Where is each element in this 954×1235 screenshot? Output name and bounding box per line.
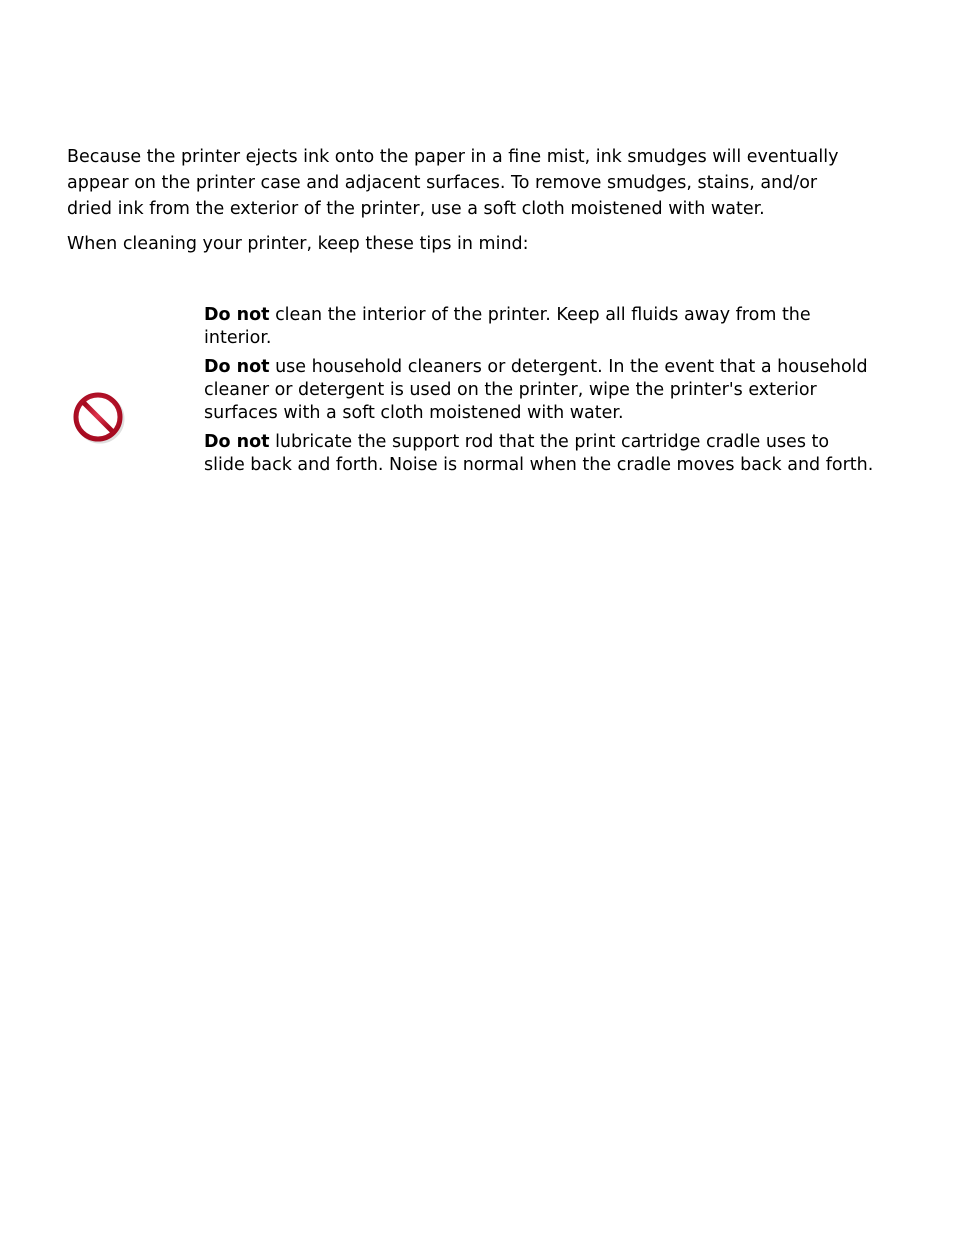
tips-section bbox=[67, 304, 877, 504]
prohibited-icon-graphic bbox=[71, 390, 127, 446]
tip-bold-label: Do not bbox=[204, 357, 270, 377]
tip-bold-label: Do not bbox=[204, 305, 270, 325]
tip-item bbox=[204, 431, 874, 477]
tip-text: lubricate the support rod that the print cartridge cradle uses to slide back and forth. Noise is normal when the cradle moves back and forth. bbox=[204, 432, 874, 475]
tips-heading: When cleaning your printer, keep these tips in mind: bbox=[67, 234, 529, 254]
intro-paragraph: Because the printer ejects ink onto the paper in a fine mist, ink smudges will eventually appear on the printer case and adjacent surfaces. To remove smudges, stains, and/or dried ink from the exterior of the printer, use a soft cloth moistened with water. bbox=[67, 147, 839, 219]
tip-text: clean the interior of the printer. Keep all fluids away from the interior. bbox=[204, 305, 811, 348]
prohibited-icon bbox=[71, 390, 127, 446]
tip-item bbox=[204, 356, 874, 425]
tips-list bbox=[204, 304, 874, 483]
tip-item bbox=[204, 304, 874, 350]
document-content bbox=[67, 144, 867, 257]
tip-text: use household cleaners or detergent. In the event that a household cleaner or detergent is used on the printer, wipe the printer's exterior surfaces with a soft cloth moistened with water. bbox=[204, 357, 868, 423]
tip-bold-label: Do not bbox=[204, 432, 270, 452]
